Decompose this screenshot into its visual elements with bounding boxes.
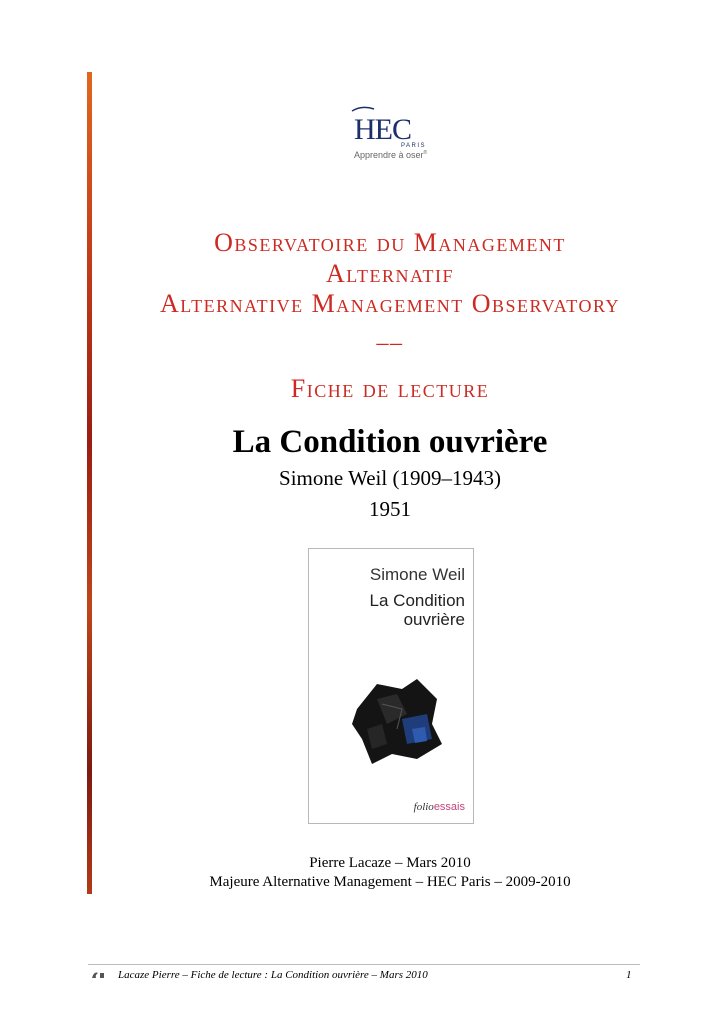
tagline-text: Apprendre à oser [354, 150, 424, 160]
credit-program: Majeure Alternative Management – HEC Paris – 2009-2010 [209, 874, 571, 890]
logo-brand: HEC [354, 113, 411, 146]
book-title: La Condition ouvrière [232, 424, 548, 460]
observatoire-heading-line2: Alternatif [325, 259, 455, 288]
heading-dash: __ [376, 322, 404, 348]
cover-title-line1: La Condition [369, 591, 465, 610]
tagline-mark: ® [423, 150, 428, 156]
book-year: 1951 [369, 497, 411, 521]
cover-title-line2: ouvrière [403, 610, 465, 629]
footer-text: Lacaze Pierre – Fiche de lecture : La Condition ouvrière – Mars 2010 [118, 969, 428, 981]
cover-illustration [347, 669, 447, 769]
observatoire-heading-line3: Alternative Management Observatory [160, 289, 620, 318]
logo-mark-icon [90, 970, 106, 983]
book-cover [308, 548, 474, 824]
book-author: Simone Weil (1909–1943) [279, 466, 501, 490]
cover-publisher-folio: folio [413, 801, 434, 813]
footer-divider [88, 964, 640, 965]
cover-publisher [414, 801, 465, 813]
observatoire-heading-line1: Observatoire du Management [214, 228, 566, 257]
logo-sub: PARIS [401, 143, 427, 147]
cover-publisher-essais: essais [433, 801, 465, 813]
cover-author: Simone Weil [369, 565, 465, 584]
logo-tagline [354, 150, 427, 160]
page-number: 1 [626, 969, 632, 981]
fiche-heading: Fiche de lecture [290, 374, 490, 403]
credit-author-date: Pierre Lacaze – Mars 2010 [309, 855, 471, 871]
